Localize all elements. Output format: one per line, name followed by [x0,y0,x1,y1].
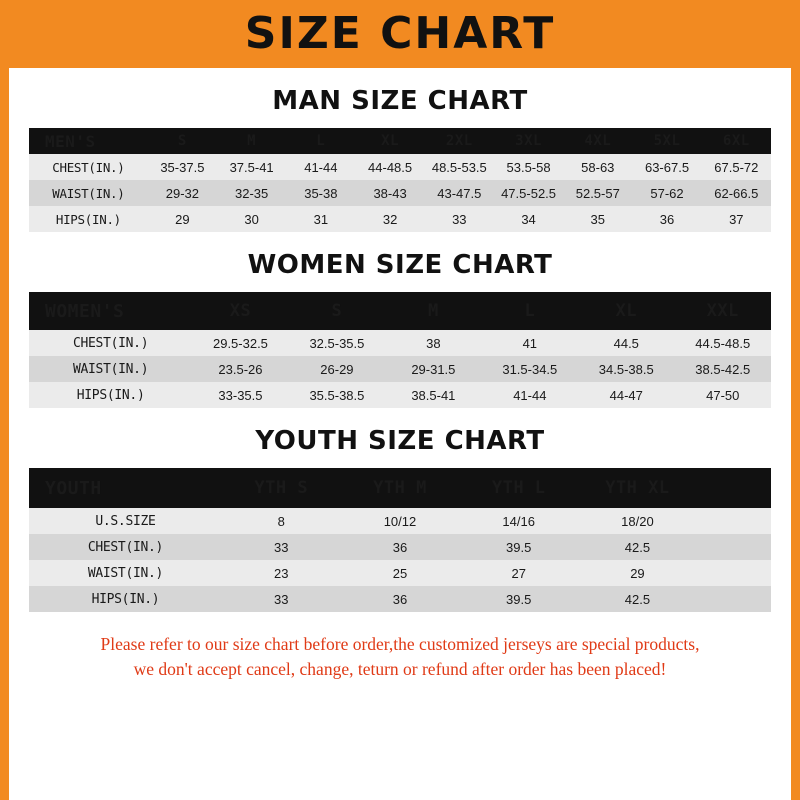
men-header-cell: M [217,128,286,154]
table-cell: 35-37.5 [148,154,217,180]
table-row [29,330,771,356]
table-cell-spacer [697,534,771,560]
table-cell: 33-35.5 [192,382,288,408]
table-cell: 57-62 [632,180,701,206]
men-size-table [29,128,771,232]
table-cell: 34.5-38.5 [578,356,674,382]
table-cell-spacer [697,560,771,586]
table-cell: 42.5 [578,586,697,612]
table-cell: 25 [341,560,460,586]
note-line-2: we don't accept cancel, change, teturn or refund after order has been placed! [133,659,667,680]
row-label: CHEST(IN.) [29,330,192,356]
order-policy-note [9,632,791,683]
table-row [29,508,771,534]
table-cell: 35-38 [286,180,355,206]
women-header-cell: M [385,292,481,330]
youth-header-spacer [697,468,771,508]
women-header-cell: XS [192,292,288,330]
table-cell: 41-44 [286,154,355,180]
youth-header-cell: YOUTH [29,468,222,508]
men-header-cell: 6XL [702,128,771,154]
table-cell: 41 [482,330,578,356]
table-cell: 31 [286,206,355,232]
table-cell: 27 [459,560,578,586]
table-cell: 48.5-53.5 [425,154,494,180]
youth-header-cell: YTH XL [578,468,697,508]
table-cell-spacer [697,586,771,612]
table-cell: 58-63 [563,154,632,180]
table-cell: 37 [702,206,771,232]
men-section-title: MAN SIZE CHART [272,86,528,116]
table-cell: 31.5-34.5 [482,356,578,382]
table-cell: 33 [222,534,341,560]
table-cell: 36 [632,206,701,232]
women-header-cell: XXL [675,292,772,330]
table-cell: 32 [355,206,424,232]
row-label: CHEST(IN.) [29,534,222,560]
women-header-cell: L [482,292,578,330]
women-header-cell: XL [578,292,674,330]
table-row [29,586,771,612]
table-row [29,206,771,232]
youth-section [9,426,791,612]
table-cell: 47.5-52.5 [494,180,563,206]
men-section [9,86,791,232]
table-cell: 23.5-26 [192,356,288,382]
women-section [9,250,791,408]
table-cell: 29.5-32.5 [192,330,288,356]
row-label: U.S.SIZE [29,508,222,534]
table-cell: 33 [222,586,341,612]
table-cell: 32-35 [217,180,286,206]
men-header-cell: MEN'S [29,128,148,154]
table-cell: 44.5-48.5 [675,330,772,356]
note-line-1: Please refer to our size chart before order,the customized jerseys are special products, [100,634,700,654]
men-header-cell: L [286,128,355,154]
table-row [29,534,771,560]
table-row [29,356,771,382]
row-label: WAIST(IN.) [29,356,192,382]
table-cell: 37.5-41 [217,154,286,180]
row-label: HIPS(IN.) [29,586,222,612]
table-cell-spacer [697,508,771,534]
men-header-cell: S [148,128,217,154]
row-label: WAIST(IN.) [29,180,148,206]
youth-header-cell: YTH M [341,468,460,508]
table-cell: 41-44 [482,382,578,408]
table-cell: 33 [425,206,494,232]
men-header-row [29,128,771,154]
row-label: HIPS(IN.) [29,382,192,408]
table-cell: 44-48.5 [355,154,424,180]
row-label: WAIST(IN.) [29,560,222,586]
table-row [29,180,771,206]
table-cell: 8 [222,508,341,534]
table-cell: 62-66.5 [702,180,771,206]
youth-header-cell: YTH L [459,468,578,508]
table-cell: 38.5-42.5 [675,356,772,382]
men-header-cell: 3XL [494,128,563,154]
men-header-cell: 2XL [425,128,494,154]
row-label: HIPS(IN.) [29,206,148,232]
table-cell: 34 [494,206,563,232]
table-cell: 39.5 [459,534,578,560]
men-header-cell: 4XL [563,128,632,154]
youth-header-cell: YTH S [222,468,341,508]
table-cell: 67.5-72 [702,154,771,180]
table-cell: 26-29 [289,356,385,382]
table-cell: 29 [148,206,217,232]
women-size-table [29,292,771,408]
table-cell: 63-67.5 [632,154,701,180]
table-cell: 52.5-57 [563,180,632,206]
men-header-cell: 5XL [632,128,701,154]
table-cell: 53.5-58 [494,154,563,180]
table-cell: 39.5 [459,586,578,612]
table-cell: 38-43 [355,180,424,206]
table-cell: 38 [385,330,481,356]
table-cell: 43-47.5 [425,180,494,206]
table-row [29,560,771,586]
youth-header-row [29,468,771,508]
banner [9,0,791,68]
table-cell: 36 [341,586,460,612]
table-cell: 42.5 [578,534,697,560]
table-cell: 10/12 [341,508,460,534]
table-row [29,154,771,180]
youth-section-title: YOUTH SIZE CHART [255,426,545,456]
youth-size-table [29,468,771,612]
table-cell: 35 [563,206,632,232]
row-label: CHEST(IN.) [29,154,148,180]
table-cell: 14/16 [459,508,578,534]
women-section-title: WOMEN SIZE CHART [247,250,553,280]
table-cell: 30 [217,206,286,232]
table-cell: 29-31.5 [385,356,481,382]
women-header-cell: WOMEN'S [29,292,192,330]
table-cell: 29 [578,560,697,586]
table-cell: 23 [222,560,341,586]
women-header-row [29,292,771,330]
table-cell: 18/20 [578,508,697,534]
table-cell: 32.5-35.5 [289,330,385,356]
women-header-cell: S [289,292,385,330]
table-cell: 29-32 [148,180,217,206]
table-cell: 38.5-41 [385,382,481,408]
table-cell: 36 [341,534,460,560]
table-cell: 44.5 [578,330,674,356]
table-cell: 35.5-38.5 [289,382,385,408]
table-row [29,382,771,408]
banner-title: SIZE CHART [244,8,556,59]
table-cell: 47-50 [675,382,772,408]
table-cell: 44-47 [578,382,674,408]
men-header-cell: XL [355,128,424,154]
